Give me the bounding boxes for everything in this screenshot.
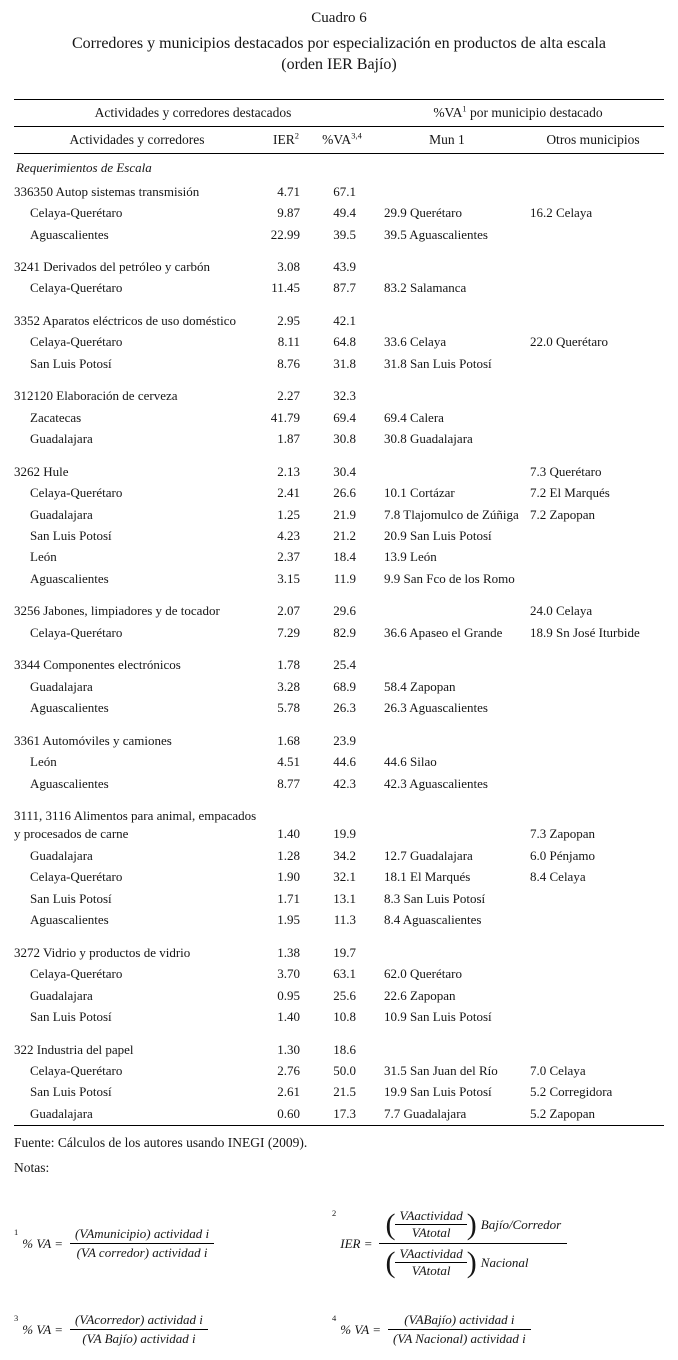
cell-ier: 3.08 xyxy=(277,259,300,275)
corridor-row xyxy=(14,569,664,590)
cell-mun1: 62.0 Querétaro xyxy=(384,966,462,982)
cell-va: 68.9 xyxy=(333,678,356,694)
cell-otros: 6.0 Pénjamo xyxy=(530,847,595,863)
cell-ier: 2.37 xyxy=(277,549,300,565)
cell-va: 19.7 xyxy=(333,944,356,960)
cell-va: 25.4 xyxy=(333,657,356,673)
cell-va: 30.4 xyxy=(333,463,356,479)
cell-ier: 2.76 xyxy=(277,1062,300,1078)
close-paren: ) xyxy=(466,1208,477,1242)
cell-va: 67.1 xyxy=(333,183,356,199)
corridor-row xyxy=(14,867,664,888)
cell-mun1 xyxy=(372,300,522,332)
cell-mun1: 69.4 Calera xyxy=(384,409,444,425)
inner-denominator: VAtotal xyxy=(395,1224,466,1241)
cell-activity: 3262 Hule xyxy=(14,463,69,479)
corridor-row xyxy=(14,964,664,985)
col-header-mun1 xyxy=(372,127,522,154)
formula-2-denominator xyxy=(379,1243,567,1281)
formula-2-inner-fraction-bottom xyxy=(395,1246,466,1279)
cell-activity: 3344 Componentes electrónicos xyxy=(14,657,181,673)
cell-va: 26.6 xyxy=(333,485,356,501)
cell-va: 26.3 xyxy=(333,700,356,716)
cell-otros: 18.9 Sn José Iturbide xyxy=(530,624,640,640)
cell-activity: 3241 Derivados del petróleo y carbón xyxy=(14,259,211,275)
cell-mun1 xyxy=(372,644,522,676)
cell-otros xyxy=(522,910,664,931)
cell-otros xyxy=(522,932,664,964)
cell-activity: 3352 Aparatos eléctricos de uso doméstico xyxy=(14,312,237,328)
corridor-row xyxy=(14,429,664,450)
cell-va: 42.3 xyxy=(333,775,356,791)
col-header-ier-label: IER xyxy=(273,132,295,148)
cell-mun1: 83.2 Salamanca xyxy=(384,280,467,296)
section-row xyxy=(14,154,664,182)
cell-mun1: 20.9 San Luis Potosí xyxy=(384,528,492,544)
cell-mun1 xyxy=(372,795,522,846)
cell-activity: Celaya-Querétaro xyxy=(30,869,123,885)
cell-mun1: 19.9 San Luis Potosí xyxy=(384,1084,492,1100)
formula-2-inner-fraction-top xyxy=(395,1208,466,1241)
cell-activity: 3272 Vidrio y productos de vidrio xyxy=(14,944,191,960)
cell-ier: 2.07 xyxy=(277,603,300,619)
cell-otros xyxy=(522,547,664,568)
cell-va: 50.0 xyxy=(333,1062,356,1078)
table-head xyxy=(14,100,664,154)
cell-ier: 2.13 xyxy=(277,463,300,479)
cell-ier: 0.60 xyxy=(277,1105,300,1121)
cell-activity: León xyxy=(30,549,57,565)
cell-mun1: 22.6 Zapopan xyxy=(384,987,456,1003)
cell-ier: 4.71 xyxy=(277,183,300,199)
cell-mun1: 36.6 Apaseo el Grande xyxy=(384,624,503,640)
cell-mun1: 58.4 Zapopan xyxy=(384,678,456,694)
cell-mun1 xyxy=(372,375,522,407)
cell-otros xyxy=(522,225,664,246)
cell-activity: San Luis Potosí xyxy=(30,355,112,371)
cell-va: 39.5 xyxy=(333,226,356,242)
group-header-va-base: %VA xyxy=(433,105,463,121)
formula-2-numerator xyxy=(379,1206,567,1243)
cell-ier: 4.51 xyxy=(277,754,300,770)
formula-2-lhs: IER = xyxy=(340,1235,373,1251)
cell-otros: 7.3 Querétaro xyxy=(530,463,602,479)
corridor-row xyxy=(14,677,664,698)
cell-activity: San Luis Potosí xyxy=(30,528,112,544)
cell-va: 21.2 xyxy=(333,528,356,544)
corridor-row xyxy=(14,547,664,568)
corridor-row xyxy=(14,505,664,526)
cell-otros xyxy=(522,246,664,278)
cell-va: 63.1 xyxy=(333,966,356,982)
cell-mun1 xyxy=(372,182,522,203)
cell-va: 11.3 xyxy=(333,912,356,928)
cell-va: 30.8 xyxy=(333,431,356,447)
cell-activity: Celaya-Querétaro xyxy=(30,624,123,640)
open-paren: ( xyxy=(385,1208,396,1242)
formula-4-numerator: (VABajío) actividad i xyxy=(404,1312,515,1328)
cell-mun1: 26.3 Aguascalientes xyxy=(384,700,488,716)
cell-mun1: 29.9 Querétaro xyxy=(384,205,462,221)
cell-va: 49.4 xyxy=(333,205,356,221)
cell-ier: 9.87 xyxy=(277,205,300,221)
cell-activity: Guadalajara xyxy=(30,506,93,522)
cell-otros xyxy=(522,300,664,332)
cell-va: 44.6 xyxy=(333,754,356,770)
cell-activity: San Luis Potosí xyxy=(30,1084,112,1100)
formula-3-denominator: (VA Bajío) actividad i xyxy=(70,1329,208,1348)
cell-ier: 7.29 xyxy=(277,624,300,640)
cell-otros xyxy=(522,278,664,299)
cell-otros xyxy=(522,182,664,203)
cell-otros: 5.2 Corregidora xyxy=(530,1084,613,1100)
cell-activity: 3111, 3116 Alimentos para animal, empacados y procesados de carne xyxy=(14,808,257,842)
group-header-activities-label: Actividades y corredores destacados xyxy=(94,105,292,121)
formula-2-label-top: Bajío/Corredor xyxy=(480,1216,562,1232)
cell-otros xyxy=(522,986,664,1007)
cell-ier: 11.45 xyxy=(271,280,300,296)
formula-4-lhs: % VA = xyxy=(340,1321,382,1337)
corridor-row xyxy=(14,354,664,375)
cell-ier: 1.28 xyxy=(277,847,300,863)
inner-numerator: VAactividad xyxy=(399,1246,463,1262)
cell-va: 11.9 xyxy=(333,570,356,586)
cell-mun1: 9.9 San Fco de los Romo xyxy=(384,570,515,586)
cell-otros: 7.3 Zapopan xyxy=(530,826,595,842)
formula-1-lhs: % VA = xyxy=(22,1235,64,1251)
cell-mun1 xyxy=(372,932,522,964)
col-header-va xyxy=(312,127,372,154)
cell-activity: Celaya-Querétaro xyxy=(30,966,123,982)
cell-activity: 3256 Jabones, limpiadores y de tocador xyxy=(14,603,220,619)
cell-otros: 7.2 Zapopan xyxy=(530,506,595,522)
corridor-row xyxy=(14,774,664,795)
cell-ier: 2.95 xyxy=(277,312,300,328)
cell-mun1: 39.5 Aguascalientes xyxy=(384,226,488,242)
formula-ier xyxy=(332,1206,567,1281)
formula-pct-va-bajio xyxy=(332,1311,531,1348)
group-header-va-footnote: 1 xyxy=(462,103,467,114)
subtitle-line-1: Corredores y municipios destacados por especialización en productos de alta escala xyxy=(71,35,607,52)
cell-otros: 16.2 Celaya xyxy=(530,205,593,221)
cell-ier: 1.38 xyxy=(277,944,300,960)
corridor-row xyxy=(14,1007,664,1028)
cell-va: 10.8 xyxy=(333,1009,356,1025)
cell-va: 21.5 xyxy=(333,1084,356,1100)
cell-va: 17.3 xyxy=(333,1105,356,1121)
group-header-activities xyxy=(14,100,372,127)
corridor-row xyxy=(14,846,664,867)
cell-ier: 1.68 xyxy=(277,732,300,748)
cell-activity: San Luis Potosí xyxy=(30,1009,112,1025)
corridor-row xyxy=(14,225,664,246)
group-header-va-municipio xyxy=(372,100,664,127)
column-header-row xyxy=(14,127,664,154)
cell-activity: Aguascalientes xyxy=(30,700,109,716)
cell-va: 21.9 xyxy=(333,506,356,522)
col-header-actividades-label: Actividades y corredores xyxy=(69,132,205,148)
cell-mun1: 12.7 Guadalajara xyxy=(384,847,473,863)
cell-activity: 3361 Automóviles y camiones xyxy=(14,732,172,748)
cell-activity: Guadalajara xyxy=(30,678,93,694)
cell-activity: Celaya-Querétaro xyxy=(30,485,123,501)
corridor-row xyxy=(14,698,664,719)
cell-activity: Zacatecas xyxy=(30,409,82,425)
cell-va: 18.6 xyxy=(333,1041,356,1057)
cell-ier: 1.25 xyxy=(277,506,300,522)
activity-row xyxy=(14,375,664,407)
activity-row xyxy=(14,300,664,332)
corridor-row xyxy=(14,986,664,1007)
cell-va: 42.1 xyxy=(333,312,356,328)
cell-activity: Guadalajara xyxy=(30,431,93,447)
cell-mun1: 13.9 León xyxy=(384,549,437,565)
cell-va: 13.1 xyxy=(333,890,356,906)
formula-row-2 xyxy=(14,1311,664,1348)
notes-label: Notas: xyxy=(14,1160,50,1176)
inner-denominator: VAtotal xyxy=(395,1262,466,1279)
cell-otros: 5.2 Zapopan xyxy=(530,1105,595,1121)
cell-activity: Celaya-Querétaro xyxy=(30,1062,123,1078)
cell-ier: 1.40 xyxy=(277,1009,300,1025)
cell-ier: 2.27 xyxy=(277,388,300,404)
cell-mun1: 18.1 El Marqués xyxy=(384,869,471,885)
corridor-row xyxy=(14,1061,664,1082)
cell-ier: 3.70 xyxy=(277,966,300,982)
cell-activity: Celaya-Querétaro xyxy=(30,334,123,350)
formula-1-footnote-marker: 1 xyxy=(14,1227,19,1238)
cell-ier: 22.99 xyxy=(270,226,300,242)
cell-otros xyxy=(522,526,664,547)
cell-otros xyxy=(522,644,664,676)
cell-va: 43.9 xyxy=(333,259,356,275)
formula-3-lhs: % VA = xyxy=(22,1321,64,1337)
cell-va: 64.8 xyxy=(333,334,356,350)
col-header-otros xyxy=(522,127,664,154)
col-header-mun1-label: Mun 1 xyxy=(429,132,465,148)
close-paren: ) xyxy=(466,1246,477,1280)
cell-otros: 7.2 El Marqués xyxy=(530,485,610,501)
cell-ier: 8.77 xyxy=(277,775,300,791)
formula-1-denominator: (VA corredor) actividad i xyxy=(70,1243,214,1262)
cell-otros xyxy=(522,429,664,450)
activity-row xyxy=(14,932,664,964)
cell-ier: 0.95 xyxy=(277,987,300,1003)
cell-activity: Celaya-Querétaro xyxy=(30,280,123,296)
formula-pct-va-municipio xyxy=(14,1225,332,1262)
cell-otros xyxy=(522,720,664,752)
formula-3-footnote-marker: 3 xyxy=(14,1313,19,1324)
group-header-va-rest: por municipio destacado xyxy=(466,105,603,121)
cell-va: 25.6 xyxy=(333,987,356,1003)
cell-mun1: 33.6 Celaya xyxy=(384,334,447,350)
col-header-ier-footnote: 2 xyxy=(294,130,299,141)
cell-otros xyxy=(522,1029,664,1061)
cell-otros xyxy=(522,774,664,795)
corridor-row xyxy=(14,332,664,353)
cell-ier: 1.30 xyxy=(277,1041,300,1057)
cell-otros xyxy=(522,889,664,910)
cell-otros: 22.0 Querétaro xyxy=(530,334,608,350)
open-paren: ( xyxy=(385,1246,396,1280)
cell-va: 82.9 xyxy=(333,624,356,640)
activity-row xyxy=(14,720,664,752)
inner-numerator: VAactividad xyxy=(399,1208,463,1224)
cell-ier: 2.41 xyxy=(277,485,300,501)
cell-va: 87.7 xyxy=(333,280,356,296)
cell-activity: 336350 Autop sistemas transmisión xyxy=(14,183,200,199)
cell-mun1: 10.1 Cortázar xyxy=(384,485,455,501)
activity-row xyxy=(14,451,664,483)
corridor-row xyxy=(14,752,664,773)
section-label: Requerimientos de Escala xyxy=(16,160,152,176)
cell-activity: Guadalajara xyxy=(30,847,93,863)
cell-otros xyxy=(522,752,664,773)
cell-otros: 24.0 Celaya xyxy=(530,603,593,619)
cell-activity: Aguascalientes xyxy=(30,912,109,928)
cell-mun1 xyxy=(372,590,522,622)
formula-4-fraction xyxy=(388,1311,531,1348)
cell-ier: 3.15 xyxy=(277,570,300,586)
cell-ier: 2.61 xyxy=(277,1084,300,1100)
col-header-va-footnote: 3,4 xyxy=(351,130,362,141)
cell-ier: 41.79 xyxy=(270,409,300,425)
corridor-row xyxy=(14,408,664,429)
corridor-row xyxy=(14,483,664,504)
col-header-actividades xyxy=(14,127,260,154)
cell-otros: 8.4 Celaya xyxy=(530,869,586,885)
cell-ier: 8.11 xyxy=(277,334,300,350)
cell-activity: Guadalajara xyxy=(30,987,93,1003)
formula-pct-va-corredor xyxy=(14,1311,332,1348)
cell-otros xyxy=(522,569,664,590)
cell-va: 34.2 xyxy=(333,847,356,863)
cell-activity: San Luis Potosí xyxy=(30,890,112,906)
subtitle-line-2: (orden IER Bajío) xyxy=(281,56,397,74)
formula-3-numerator: (VAcorredor) actividad i xyxy=(75,1312,203,1328)
activity-row xyxy=(14,644,664,676)
cell-mun1 xyxy=(372,1029,522,1061)
cell-otros xyxy=(522,964,664,985)
cell-ier: 1.78 xyxy=(277,657,300,673)
formula-1-numerator: (VAmunicipio) actividad i xyxy=(75,1226,210,1242)
corridor-row xyxy=(14,889,664,910)
cell-ier: 1.95 xyxy=(277,912,300,928)
cell-mun1 xyxy=(372,451,522,483)
cell-otros xyxy=(522,375,664,407)
formula-2-outer-fraction xyxy=(379,1206,567,1281)
cell-mun1: 7.8 Tlajomulco de Zúñiga xyxy=(384,506,519,522)
formulas-block xyxy=(14,1206,664,1348)
cell-ier: 4.23 xyxy=(277,528,300,544)
cell-activity: León xyxy=(30,754,57,770)
source-note: Fuente: Cálculos de los autores usando INEGI (2009). xyxy=(14,1135,308,1151)
cell-activity: Aguascalientes xyxy=(30,570,109,586)
cell-mun1 xyxy=(372,720,522,752)
table-body xyxy=(14,154,664,1126)
corridor-row xyxy=(14,1104,664,1126)
cell-ier: 1.71 xyxy=(277,890,300,906)
corridor-row xyxy=(14,623,664,644)
cell-activity: 312120 Elaboración de cerveza xyxy=(14,388,178,404)
cell-otros xyxy=(522,698,664,719)
cell-va: 32.3 xyxy=(333,388,356,404)
cell-va: 31.8 xyxy=(333,355,356,371)
cell-mun1: 31.8 San Luis Potosí xyxy=(384,355,492,371)
group-header-row xyxy=(14,100,664,127)
activity-row xyxy=(14,182,664,203)
cell-otros: 7.0 Celaya xyxy=(530,1062,586,1078)
cell-activity: Guadalajara xyxy=(30,1105,93,1121)
cell-va: 29.6 xyxy=(333,603,356,619)
cell-va: 32.1 xyxy=(333,869,356,885)
formula-1-fraction xyxy=(70,1225,214,1262)
cell-mun1: 8.3 San Luis Potosí xyxy=(384,890,486,906)
cell-va: 19.9 xyxy=(333,826,356,842)
cell-activity: Celaya-Querétaro xyxy=(30,205,123,221)
corridor-row xyxy=(14,526,664,547)
cell-mun1: 10.9 San Luis Potosí xyxy=(384,1009,492,1025)
cell-mun1: 44.6 Silao xyxy=(384,754,437,770)
cell-ier: 1.87 xyxy=(277,431,300,447)
cell-ier: 3.28 xyxy=(277,678,300,694)
table-subtitle xyxy=(14,33,664,75)
formula-3-fraction xyxy=(70,1311,208,1348)
corridor-row xyxy=(14,1082,664,1103)
activity-row xyxy=(14,246,664,278)
cell-va: 23.9 xyxy=(333,732,356,748)
cell-mun1: 42.3 Aguascalientes xyxy=(384,775,488,791)
cell-va: 18.4 xyxy=(333,549,356,565)
cell-mun1: 31.5 San Juan del Río xyxy=(384,1062,498,1078)
corridor-row xyxy=(14,910,664,931)
cell-activity: 322 Industria del papel xyxy=(14,1041,134,1057)
col-header-ier xyxy=(260,127,312,154)
activity-row xyxy=(14,590,664,622)
cell-mun1: 7.7 Guadalajara xyxy=(384,1105,467,1121)
formula-4-denominator: (VA Nacional) actividad i xyxy=(388,1329,531,1348)
cell-mun1: 8.4 Aguascalientes xyxy=(384,912,482,928)
formula-row-1 xyxy=(14,1206,664,1281)
activity-row xyxy=(14,1029,664,1061)
formula-4-footnote-marker: 4 xyxy=(332,1313,337,1324)
cell-ier: 1.90 xyxy=(277,869,300,885)
cell-otros xyxy=(522,677,664,698)
corridor-row xyxy=(14,278,664,299)
cell-activity: Aguascalientes xyxy=(30,226,109,242)
cell-otros xyxy=(522,354,664,375)
data-table xyxy=(14,99,664,1126)
corridor-row xyxy=(14,203,664,224)
col-header-otros-label: Otros municipios xyxy=(546,132,640,148)
formula-2-label-bottom: Nacional xyxy=(480,1254,529,1270)
cell-va: 69.4 xyxy=(333,409,356,425)
col-header-va-label: %VA xyxy=(322,132,352,148)
table-number-title: Cuadro 6 xyxy=(311,10,367,26)
cell-otros xyxy=(522,1007,664,1028)
cell-otros xyxy=(522,408,664,429)
cell-mun1: 30.8 Guadalajara xyxy=(384,431,473,447)
cell-ier: 5.78 xyxy=(277,700,300,716)
formula-2-footnote-marker: 2 xyxy=(332,1208,337,1219)
activity-row xyxy=(14,795,664,846)
cell-ier: 8.76 xyxy=(277,355,300,371)
cell-activity: Aguascalientes xyxy=(30,775,109,791)
cell-ier: 1.40 xyxy=(277,826,300,842)
cell-mun1 xyxy=(372,246,522,278)
